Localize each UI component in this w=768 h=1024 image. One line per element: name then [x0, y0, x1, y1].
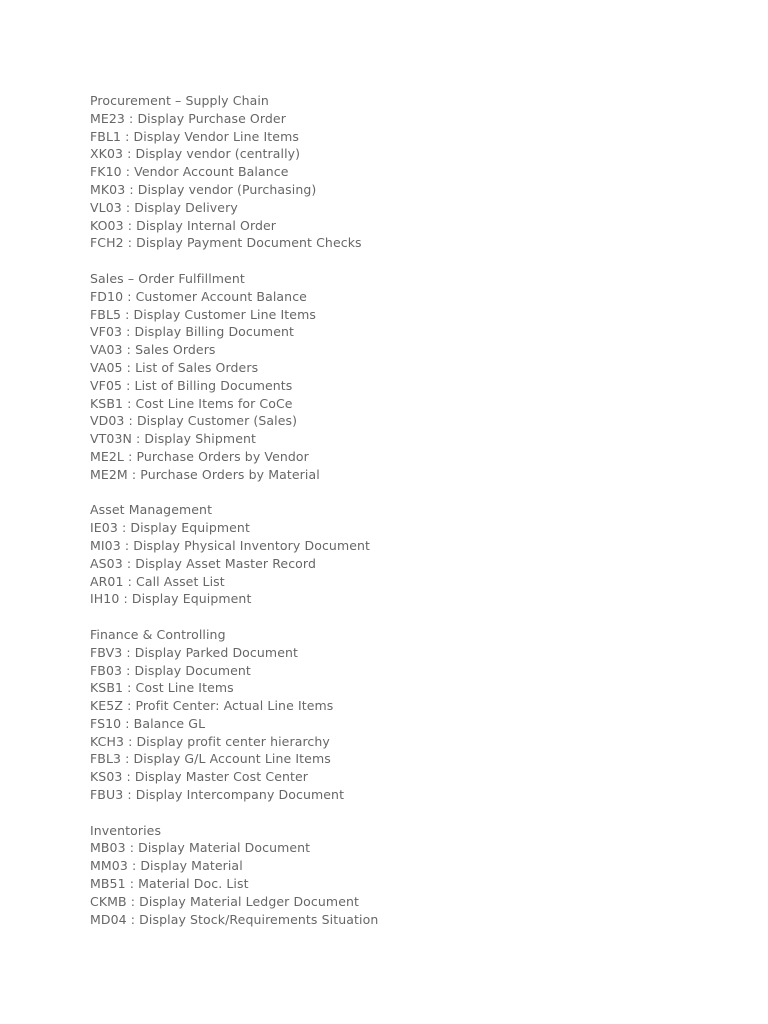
list-item: IH10 : Display Equipment: [90, 591, 252, 607]
section-title: Procurement – Supply Chain: [90, 93, 269, 108]
list-item: IE03 : Display Equipment: [90, 520, 250, 536]
list-item: KO03 : Display Internal Order: [90, 217, 277, 233]
list-item: FS10 : Balance GL: [90, 715, 206, 731]
section-procurement: [90, 92, 730, 252]
list-item: AS03 : Display Asset Master Record: [90, 555, 316, 571]
document-body: [90, 92, 730, 946]
list-item: KCH3 : Display profit center hierarchy: [90, 733, 330, 749]
list-item: FBL5 : Display Customer Line Items: [90, 306, 316, 322]
list-item: MK03 : Display vendor (Purchasing): [90, 181, 317, 197]
list-item: FCH2 : Display Payment Document Checks: [90, 235, 362, 251]
list-item: ME2M : Purchase Orders by Material: [90, 466, 320, 482]
list-item: MD04 : Display Stock/Requirements Situation: [90, 911, 379, 927]
list-item: FK10 : Vendor Account Balance: [90, 164, 289, 180]
list-item: MB51 : Material Doc. List: [90, 876, 249, 892]
section-asset-management: [90, 501, 730, 608]
section-title: Asset Management: [90, 502, 213, 518]
list-item: MB03 : Display Material Document: [90, 840, 311, 856]
list-item: KSB1 : Cost Line Items for CoCe: [90, 395, 293, 411]
list-item: FB03 : Display Document: [90, 662, 251, 678]
list-item: XK03 : Display vendor (centrally): [90, 146, 301, 162]
list-item: VA05 : List of Sales Orders: [90, 359, 259, 375]
section-title: Sales – Order Fulfillment: [90, 270, 245, 286]
list-item: MM03 : Display Material: [90, 858, 243, 874]
list-item: FBV3 : Display Parked Document: [90, 644, 299, 660]
list-item: ME2L : Purchase Orders by Vendor: [90, 448, 309, 464]
section-sales: [90, 270, 730, 484]
list-item: KS03 : Display Master Cost Center: [90, 769, 309, 785]
list-item: FBL1 : Display Vendor Line Items: [90, 128, 299, 144]
list-item: MI03 : Display Physical Inventory Document: [90, 537, 371, 553]
list-item: VT03N : Display Shipment: [90, 431, 257, 447]
list-item: FBL3 : Display G/L Account Line Items: [90, 751, 331, 767]
list-item: VD03 : Display Customer (Sales): [90, 413, 298, 429]
list-item: ME23 : Display Purchase Order: [90, 110, 286, 126]
list-item: VF05 : List of Billing Documents: [90, 377, 293, 393]
list-item: FD10 : Customer Account Balance: [90, 288, 307, 304]
list-item: FBU3 : Display Intercompany Document: [90, 787, 345, 803]
section-title: Inventories: [90, 822, 162, 838]
list-item: KE5Z : Profit Center: Actual Line Items: [90, 698, 334, 714]
section-inventories: [90, 822, 730, 929]
list-item: VL03 : Display Delivery: [90, 199, 238, 215]
list-item: CKMB : Display Material Ledger Document: [90, 893, 360, 909]
list-item: VF03 : Display Billing Document: [90, 324, 295, 340]
list-item: AR01 : Call Asset List: [90, 573, 225, 589]
list-item: VA03 : Sales Orders: [90, 342, 216, 358]
section-finance-controlling: [90, 626, 730, 804]
section-title: Finance & Controlling: [90, 626, 226, 642]
list-item: KSB1 : Cost Line Items: [90, 680, 234, 696]
